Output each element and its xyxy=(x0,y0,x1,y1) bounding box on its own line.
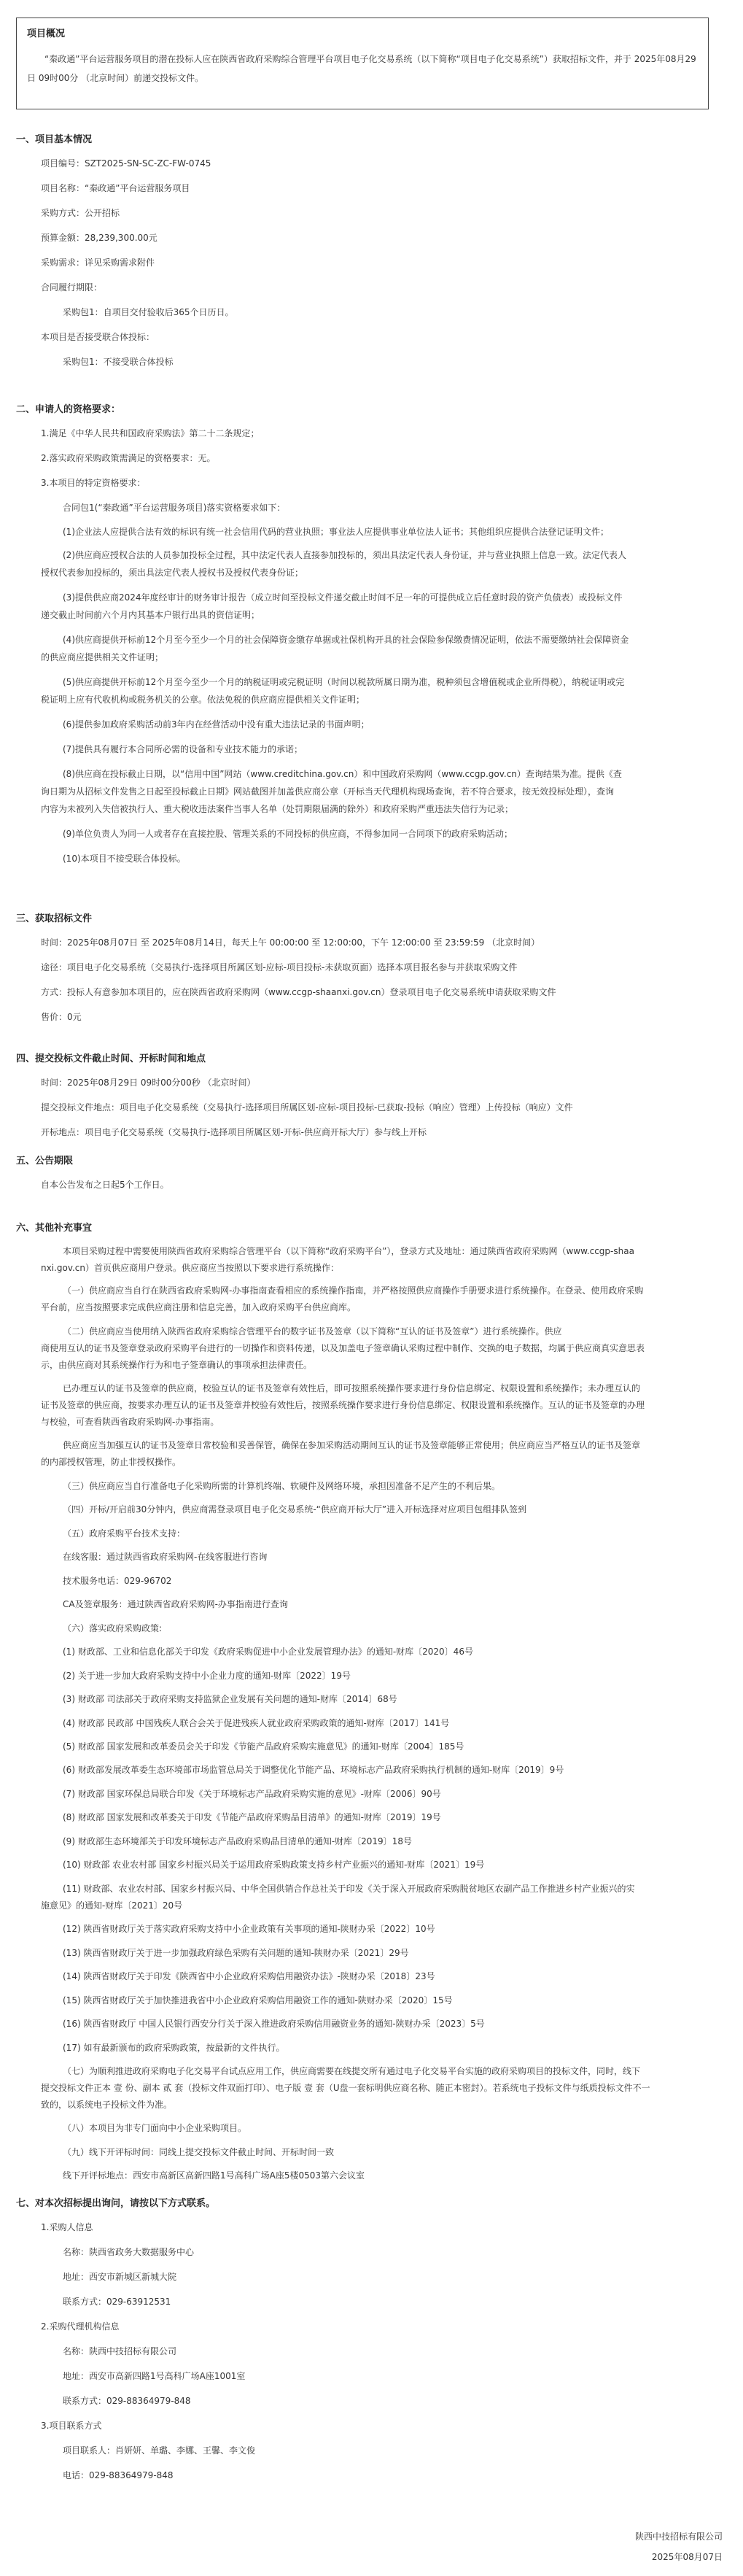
section-3-title: 三、获取招标文件 xyxy=(16,913,93,924)
section-7-title: 七、对本次招标提出询问，请按以下方式联系。 xyxy=(16,2198,216,2209)
s5-line: 自本公告发布之日起5个工作日。 xyxy=(41,1180,169,1190)
s6-line: 证书及签章的供应商，按要求办理互认的证书及签章并校验有效性后，按照系统操作要求进行身份信息绑定、权限设置和系统操作。互认的证书及签章的办理 xyxy=(41,1400,645,1410)
s2-line: 递交截止时间前六个月内其基本户银行出具的资信证明； xyxy=(41,610,260,620)
s2-line: 内容为未被列入失信被执行人、重大税收违法案件当事人名单（处罚期限届满的除外）和政府采购严重违法失信行为记录； xyxy=(41,804,514,814)
s2-line: 授权代表参加投标的，须出具法定代表人授权书及授权代表身份证； xyxy=(41,568,304,578)
s6-line: (11) 财政部、农业农村部、国家乡村振兴局、中华全国供销合作总社关于印发《关于深入开展政府采购脱贫地区农副产品工作推进乡村产业振兴的实 xyxy=(63,1884,635,1894)
section-2-title: 二、申请人的资格要求： xyxy=(16,404,121,415)
s3-line: 方式：投标人有意参加本项目的，应在陕西省政府采购网（www.ccgp-shaanxi.gov.cn）登录项目电子化交易系统申请获取采购文件 xyxy=(41,987,556,997)
signature-org: 陕西中技招标有限公司 xyxy=(634,2531,723,2542)
s6-line: 致的，以系统电子投标文件为准。 xyxy=(41,2100,173,2110)
s2-line: (7)提供具有履行本合同所必需的设备和专业技术能力的承诺； xyxy=(63,744,303,754)
s2-line: (3)提供供应商2024年度经审计的财务审计报告（成立时间至投标文件递交截止时间不足一年的可提供成立后任意时段的资产负债表）或投标文件 xyxy=(63,592,623,603)
s6-line: （八）本项目为非专门面向中小企业采购项目。 xyxy=(63,2123,247,2133)
s6-line: （四）开标/开启前30分钟内，供应商需登录项目电子化交易系统-“供应商开标大厅”进入开标选择对应项目包组排队签到 xyxy=(63,1504,527,1515)
section-6-title: 六、其他补充事宜 xyxy=(16,1223,93,1234)
s6-line: （二）供应商应当使用纳入陕西省政府采购综合管理平台的数字证书及签章（以下简称“互认的证书及签章”）进行系统操作。供应 xyxy=(63,1326,562,1337)
s6-line: (5) 财政部 国家发展和改革委员会关于印发《节能产品政府采购实施意见》的通知-财库〔2004〕185号 xyxy=(63,1741,464,1752)
s2-line: (8)供应商在投标截止日期，以“信用中国”网站（www.creditchina.gov.cn）和中国政府采购网（www.ccgp.gov.cn）查询结果为准。提供《查 xyxy=(63,769,622,779)
s6-line: 示，由供应商对其系统操作行为和电子签章确认的事项承担法律责任。 xyxy=(41,1360,313,1370)
s2-line: 1.满足《中华人民共和国政府采购法》第二十二条规定； xyxy=(41,428,260,438)
s2-line: (1)企业法人应提供合法有效的标识有统一社会信用代码的营业执照；事业法人应提供事业单位法人证书；其他组织应提供合法登记证明文件； xyxy=(63,527,610,537)
section-7-line: 1.采购人信息 xyxy=(41,2222,93,2232)
signature-date: 2025年08月07日 xyxy=(651,2552,723,2562)
s2-line: (2)供应商应授权合法的人员参加投标全过程，其中法定代表人直接参加投标的，须出具法定代表人身份证，并与营业执照上信息一致。法定代表人 xyxy=(63,550,627,560)
s6-line: （三）供应商应当自行准备电子化采购所需的计算机终端、软硬件及网络环境，承担因准备不足产生的不利后果。 xyxy=(63,1481,501,1491)
s6-line: 线下开评标地点：西安市高新区高新四路1号高科广场A座5楼0503第六会议室 xyxy=(63,2170,365,2181)
s6-line: （一）供应商应当自行在陕西省政府采购网-办事指南查看相应的系统操作指南，并严格按照供应商操作手册要求进行系统操作。在登录、使用政府采购 xyxy=(63,1285,644,1296)
section-7-line: 项目联系人：肖妍妍、单璐、李娜、王馨、李文俊 xyxy=(63,2445,256,2456)
section-7-line: 电话：029-88364979-848 xyxy=(63,2470,174,2480)
s2-line: 的供应商应提供相关文件证明； xyxy=(41,652,164,662)
s1-line: 合同履行期限： xyxy=(41,282,103,293)
s2-line: (5)供应商提供开标前12个月至今至少一个月的纳税证明或完税证明（时间以税款所属日期为准，税种须包含增值税或企业所得税），纳税证明或完 xyxy=(63,677,625,687)
s4-line: 开标地点：项目电子化交易系统（交易执行-选择项目所属区划-开标-供应商开标大厅）参与线上开标 xyxy=(41,1127,427,1137)
s6-line: 技术服务电话：029-96702 xyxy=(63,1576,172,1586)
s6-line: 在线客服：通过陕西省政府采购网-在线客服进行咨询 xyxy=(63,1552,268,1562)
s6-line: (13) 陕西省财政厅关于进一步加强政府绿色采购有关问题的通知-陕财办采〔2021〕29号 xyxy=(63,1948,409,1958)
s3-line: 售价：0元 xyxy=(41,1012,82,1022)
s1-line: 采购包1：不接受联合体投标 xyxy=(63,357,174,367)
s1-line: 采购需求：详见采购需求附件 xyxy=(41,258,155,268)
s2-line: 税证明上应有代收机构或税务机关的公章。依法免税的供应商应提供相关文件证明； xyxy=(41,695,365,705)
s1-line: 预算金额：28,239,300.00元 xyxy=(41,233,157,243)
s6-line: (2) 关于进一步加大政府采购支持中小企业力度的通知-财库〔2022〕19号 xyxy=(63,1671,351,1681)
s6-line: (17) 如有最新颁布的政府采购政策，按最新的文件执行。 xyxy=(63,2043,285,2053)
s6-line: (15) 陕西省财政厅关于加快推进我省中小企业政府采购信用融资工作的通知-陕财办采〔2020〕15号 xyxy=(63,1995,453,2006)
s6-line: 平台前，应当按照要求完成供应商注册和信息完善，加入政府采购平台供应商库。 xyxy=(41,1302,357,1312)
section-7-line: 联系方式：029-88364979-848 xyxy=(63,2396,191,2406)
s6-line: (9) 财政部生态环境部关于印发环境标志产品政府采购品目清单的通知-财库〔2019〕18号 xyxy=(63,1836,412,1846)
s4-line: 时间：2025年08月29日 09时00分00秒 （北京时间） xyxy=(41,1078,256,1088)
project-overview-box xyxy=(16,18,709,109)
s6-line: （五）政府采购平台技术支持： xyxy=(63,1528,186,1539)
s6-line: (16) 陕西省财政厅 中国人民银行西安分行关于深入推进政府采购信用融资业务的通知-陕财办采〔2023〕5号 xyxy=(63,2019,485,2029)
section-5-title: 五、公告期限 xyxy=(16,1156,74,1167)
s2-line: (4)供应商提供开标前12个月至今至少一个月的社会保障资金缴存单据或社保机构开具的社会保险参保缴费情况证明，依法不需要缴纳社会保障资金 xyxy=(63,635,629,645)
section-4-title: 四、提交投标文件截止时间、开标时间和地点 xyxy=(16,1053,206,1064)
s6-line: (12) 陕西省财政厅关于落实政府采购支持中小企业政策有关事项的通知-陕财办采〔2022〕10号 xyxy=(63,1924,435,1934)
s6-line: (4) 财政部 民政部 中国残疾人联合会关于促进残疾人就业政府采购政策的通知-财库〔2017〕141号 xyxy=(63,1718,450,1728)
section-7-line: 地址：西安市高新四路1号高科广场A座1001室 xyxy=(63,2371,246,2381)
s6-line: 商使用互认的证书及签章登录政府采购平台进行的一切操作和资料传递，以及加盖电子签章确认采购过程中制作、交换的电子数据，均属于供应商真实意思表 xyxy=(41,1343,645,1353)
s2-line: 合同包1(“秦政通”平台运营服务项目)落实资格要求如下： xyxy=(63,503,286,513)
overview-text: “秦政通”平台运营服务项目的潜在投标人应在陕西省政府采购综合管理平台项目电子化交易系统（以下简称“项目电子化交易系统”）获取招标文件，并于 2025年08月29日 09时00分 （北京时间）前递交投标文件。 xyxy=(27,54,696,83)
s1-line: 本项目是否接受联合体投标： xyxy=(41,332,155,342)
s6-line: （七）为顺利推进政府采购电子化交易平台试点应用工作，供应商需要在线提交所有通过电子化交易平台实施的政府采购项目的投标文件，同时，线下 xyxy=(63,2066,641,2076)
overview-title: 项目概况 xyxy=(27,28,66,39)
section-1-title: 一、项目基本情况 xyxy=(16,134,93,145)
s6-line: 施意见》的通知-财库〔2021〕20号 xyxy=(41,1900,183,1911)
s6-line: nxi.gov.cn）首页供应商用户登录。供应商应当按照以下要求进行系统操作： xyxy=(41,1263,340,1273)
s6-line: 已办理互认的证书及签章的供应商，校验互认的证书及签章有效性后，即可按照系统操作要求进行身份信息绑定、权限设置和系统操作；未办理互认的 xyxy=(63,1383,641,1393)
s6-line: (3) 财政部 司法部关于政府采购支持监狱企业发展有关问题的通知-财库〔2014〕68号 xyxy=(63,1694,397,1704)
s4-line: 提交投标文件地点：项目电子化交易系统（交易执行-选择项目所属区划-应标-项目投标-已获取-投标（响应）管理）上传投标（响应）文件 xyxy=(41,1102,573,1113)
s6-line: CA及签章服务：通过陕西省政府采购网-办事指南进行查询 xyxy=(63,1599,288,1609)
s2-line: (10)本项目不接受联合体投标。 xyxy=(63,854,186,864)
s6-line: 提交投标文件正本 壹 份、副本 贰 套（投标文件双面打印）、电子版 壹 套（U盘一套标明供应商名称、随正本密封）。若系统电子投标文件与纸质投标文件不一 xyxy=(41,2083,650,2093)
s6-line: (8) 财政部 国家发展和改革委关于印发《节能产品政府采购品目清单》的通知-财库〔2019〕19号 xyxy=(63,1812,441,1822)
s6-line: (14) 陕西省财政厅关于印发《陕西省中小企业政府采购信用融资办法》-陕财办采〔2018〕23号 xyxy=(63,1971,435,1981)
section-7-line: 名称：陕西省政务大数据服务中心 xyxy=(63,2247,195,2257)
s6-line: 的内部授权管理，防止非授权操作。 xyxy=(41,1457,182,1467)
s6-line: （六）落实政府采购政策: xyxy=(63,1623,163,1633)
s6-line: (10) 财政部 农业农村部 国家乡村振兴局关于运用政府采购政策支持乡村产业振兴的通知-财库〔2021〕19号 xyxy=(63,1860,485,1870)
s2-line: 3.本项目的特定资格要求： xyxy=(41,478,146,488)
s2-line: (9)单位负责人为同一人或者存在直接控股、管理关系的不同投标的供应商，不得参加同一合同项下的政府采购活动； xyxy=(63,829,513,839)
s6-line: 本项目采购过程中需要使用陕西省政府采购综合管理平台（以下简称“政府采购平台”），登录方式及地址：通过陕西省政府采购网（www.ccgp-shaa xyxy=(63,1246,634,1256)
section-7-line: 2.采购代理机构信息 xyxy=(41,2321,120,2332)
s6-line: 供应商应当加强互认的证书及签章日常校验和妥善保管，确保在参加采购活动期间互认的证书及签章能够正常使用；供应商应当严格互认的证书及签章 xyxy=(63,1440,641,1450)
s1-line: 采购包1：自项目交付验收后365个日历日。 xyxy=(63,307,234,317)
s6-line: (1) 财政部、工业和信息化部关于印发《政府采购促进中小企业发展管理办法》的通知-财库〔2020〕46号 xyxy=(63,1647,473,1657)
s6-line: (7) 财政部 国家环保总局联合印发《关于环境标志产品政府采购实施的意见》-财库〔2006〕90号 xyxy=(63,1789,441,1799)
s6-line: (6) 财政部发展改革委生态环境部市场监管总局关于调整优化节能产品、环境标志产品政府采购执行机制的通知-财库〔2019〕9号 xyxy=(63,1765,564,1775)
s2-line: 询日期为从招标文件发售之日起至投标截止日期》网站截图并加盖供应商公章（开标当天代理机构现场查询，若不符合要求，按无效投标处理），查询 xyxy=(41,786,615,797)
s1-line: 项目名称：“秦政通”平台运营服务项目 xyxy=(41,183,190,193)
s6-line: （九）线下开评标时间：同线上提交投标文件截止时间、开标时间一致 xyxy=(63,2147,335,2157)
s6-line: 与校验，可查看陕西省政府采购网-办事指南。 xyxy=(41,1417,219,1427)
section-7-line: 名称：陕西中技招标有限公司 xyxy=(63,2346,177,2356)
s3-line: 时间：2025年08月07日 至 2025年08月14日，每天上午 00:00:00 至 12:00:00，下午 12:00:00 至 23:59:59 （北京时间） xyxy=(41,937,540,948)
s1-line: 采购方式：公开招标 xyxy=(41,208,120,218)
s2-line: 2.落实政府采购政策需满足的资格要求：无。 xyxy=(41,453,216,463)
s1-line: 项目编号：SZT2025-SN-SC-ZC-FW-0745 xyxy=(41,158,211,169)
section-7-line: 联系方式：029-63912531 xyxy=(63,2297,171,2307)
s2-line: (6)提供参加政府采购活动前3年内在经营活动中没有重大违法记录的书面声明； xyxy=(63,719,370,730)
s3-line: 途径：项目电子化交易系统（交易执行-选择项目所属区划-应标-项目投标-未获取页面）选择本项目报名参与并获取采购文件 xyxy=(41,962,518,972)
section-7-line: 3.项目联系方式 xyxy=(41,2421,102,2431)
section-7-line: 地址：西安市新城区新城大院 xyxy=(63,2272,177,2282)
